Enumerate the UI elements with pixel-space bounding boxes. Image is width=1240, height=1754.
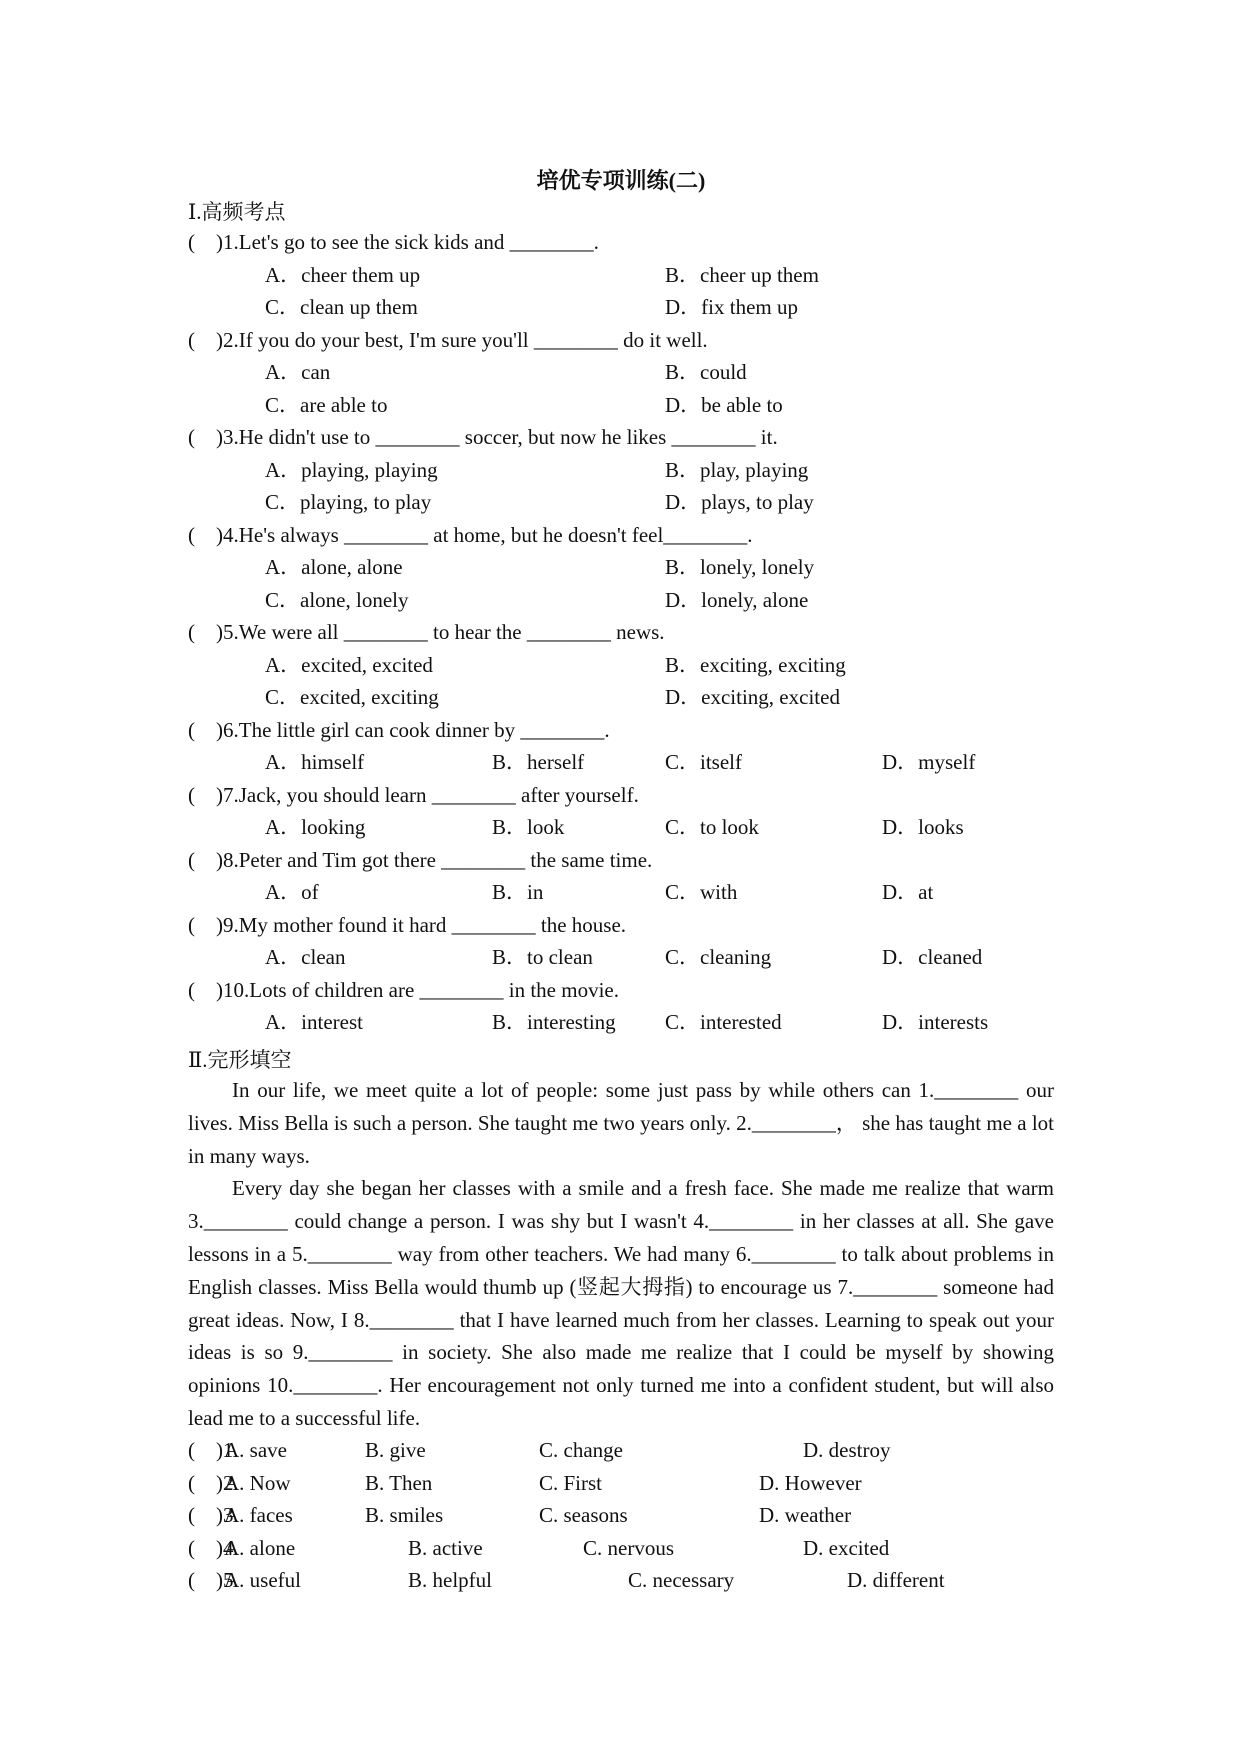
question-stem: The little girl can cook dinner by ________. — [238, 717, 610, 742]
question-7 — [188, 779, 639, 812]
options-row — [188, 356, 1054, 389]
cloze-option-b[interactable]: B. active — [408, 1535, 483, 1560]
section1-heading: Ⅰ.高频考点 — [188, 200, 286, 224]
options-row — [188, 551, 1054, 584]
question-stem: If you do your best, I'm sure you'll ________ do it well. — [238, 327, 708, 352]
question-5 — [188, 616, 665, 649]
question-9 — [188, 909, 626, 942]
option-c[interactable]: C．cleaning — [665, 945, 772, 969]
option-b[interactable]: B．exciting, exciting — [665, 652, 846, 677]
cloze-option-d[interactable]: D. weather — [759, 1503, 852, 1527]
cloze-choice-5 — [188, 1564, 1054, 1597]
question-stem: Jack, you should learn ________ after yourself. — [238, 782, 639, 807]
question-number: ( )10. — [188, 977, 250, 1002]
option-c[interactable]: C．clean up them — [265, 295, 418, 319]
options-row — [188, 389, 1054, 422]
option-c[interactable]: C．playing, to play — [265, 490, 432, 514]
question-number: ( )8. — [188, 847, 239, 872]
cloze-paragraph-1: In our life, we meet quite a lot of people: some just pass by while others can 1.________ our lives. Miss Bella is such a person. She taught me two years only. 2.________， she has taught me a lot in many ways. — [188, 1078, 1054, 1168]
question-3 — [188, 421, 778, 454]
option-a[interactable]: A．can — [265, 360, 331, 384]
cloze-choice-1 — [188, 1434, 1054, 1467]
options-row — [188, 259, 1054, 292]
question-number: ( )2. — [188, 327, 239, 352]
page-title: 培优专项训练(二) — [536, 168, 706, 193]
question-stem: He didn't use to ________ soccer, but now he likes ________ it. — [238, 425, 778, 449]
cloze-choice-3 — [188, 1499, 1054, 1532]
option-c[interactable]: C．with — [665, 880, 738, 904]
question-6 — [188, 714, 610, 747]
options-row — [188, 649, 1054, 682]
cloze-passage — [188, 1074, 1054, 1435]
option-a[interactable]: A．looking — [265, 815, 366, 839]
options-row — [188, 1006, 1054, 1039]
options-row — [188, 941, 1054, 974]
option-b[interactable]: B．look — [492, 815, 565, 839]
question-10 — [188, 974, 619, 1007]
cloze-option-c[interactable]: C. seasons — [539, 1503, 628, 1527]
cloze-option-b[interactable]: B. helpful — [408, 1568, 492, 1592]
options-row — [188, 486, 1054, 519]
option-d[interactable]: D．fix them up — [665, 295, 798, 319]
option-b[interactable]: B．could — [665, 360, 747, 384]
options-row — [188, 681, 1054, 714]
cloze-number: ( )2. — [188, 1470, 239, 1495]
option-a[interactable]: A．alone, alone — [265, 555, 403, 579]
question-number: ( )7. — [188, 782, 239, 807]
option-a[interactable]: A．himself — [265, 750, 365, 774]
question-number: ( )6. — [188, 717, 239, 742]
question-number: ( )1. — [188, 230, 239, 254]
option-a[interactable]: A．excited, excited — [265, 652, 433, 677]
option-a[interactable]: A．playing, playing — [265, 457, 438, 482]
option-d[interactable]: D．cleaned — [882, 945, 983, 969]
option-d[interactable]: D．at — [882, 880, 934, 904]
options-row — [188, 454, 1054, 487]
cloze-option-c[interactable]: C. change — [539, 1438, 623, 1462]
options-row — [188, 746, 1054, 779]
cloze-option-a[interactable]: A. faces — [224, 1503, 293, 1527]
cloze-choice-4 — [188, 1532, 1054, 1565]
cloze-paragraph-2: Every day she began her classes with a smile and a fresh face. She made me realize that warm 3.________ could change a person. I was shy but I wasn't 4.________ in her classes at all. She gave lessons in a 5.________ way from other teachers. We had many 6.________ to talk about problems in English classes. Miss Bella would thumb up (竖起大拇指) to encourage us 7.________ someone had great ideas. Now, I 8.________ that I have learned much from her classes. Learning to speak out your ideas is so 9.________ in society. She also made me realize that I could be myself by showing opinions 10.________. Her encouragement not only turned me into a confident student, but will also lead me to a successful life. — [188, 1176, 1054, 1430]
cloze-option-b[interactable]: B. give — [365, 1438, 426, 1462]
question-1 — [188, 226, 599, 259]
options-row — [188, 876, 1054, 909]
option-a[interactable]: A．of — [265, 880, 319, 904]
cloze-number: ( )3. — [188, 1503, 239, 1527]
cloze-option-a[interactable]: A. save — [224, 1438, 287, 1462]
option-d[interactable]: D．looks — [882, 815, 964, 839]
question-number: ( )3. — [188, 425, 239, 449]
option-c[interactable]: C．alone, lonely — [265, 587, 409, 612]
question-number: ( )5. — [188, 620, 239, 644]
cloze-option-b[interactable]: B. Then — [365, 1470, 433, 1495]
option-b[interactable]: B．in — [492, 880, 544, 904]
question-stem: Lots of children are ________ in the movie. — [249, 977, 619, 1002]
option-d[interactable]: D．lonely, alone — [665, 587, 809, 612]
option-b[interactable]: B．to clean — [492, 945, 593, 969]
option-a[interactable]: A．clean — [265, 945, 346, 969]
question-number: ( )9. — [188, 912, 239, 937]
cloze-choice-2 — [188, 1467, 1054, 1500]
question-stem: We were all ________ to hear the ________ news. — [238, 620, 665, 644]
question-stem: My mother found it hard ________ the house. — [238, 912, 627, 937]
question-2 — [188, 324, 708, 357]
cloze-number: ( )1. — [188, 1438, 239, 1462]
option-a[interactable]: A．cheer them up — [265, 262, 421, 287]
cloze-number: ( )4. — [188, 1535, 239, 1560]
question-stem: He's always ________ at home, but he doesn't feel________. — [238, 522, 753, 547]
option-c[interactable]: C．are able to — [265, 392, 388, 417]
option-b[interactable]: B．herself — [492, 750, 585, 774]
cloze-option-a[interactable]: A. alone — [224, 1535, 296, 1560]
option-d[interactable]: D．myself — [882, 750, 976, 774]
option-b[interactable]: B．lonely, lonely — [665, 555, 815, 579]
option-b[interactable]: B．play, playing — [665, 457, 809, 482]
cloze-option-c[interactable]: C. necessary — [628, 1568, 735, 1592]
options-row — [188, 584, 1054, 617]
cloze-option-d[interactable]: D. excited — [803, 1535, 890, 1560]
option-d[interactable]: D．interests — [882, 1010, 989, 1034]
option-c[interactable]: C．itself — [665, 750, 742, 774]
option-c[interactable]: C．interested — [665, 1010, 782, 1034]
cloze-option-d[interactable]: D. destroy — [803, 1438, 891, 1462]
option-d[interactable]: D．exciting, excited — [665, 685, 840, 709]
cloze-number: ( )5. — [188, 1568, 239, 1592]
question-4 — [188, 519, 753, 552]
cloze-option-a[interactable]: A. useful — [224, 1568, 301, 1592]
options-row — [188, 811, 1054, 844]
option-a[interactable]: A．interest — [265, 1010, 363, 1034]
option-b[interactable]: B．interesting — [492, 1010, 616, 1034]
section2-heading: Ⅱ.完形填空 — [188, 1048, 292, 1072]
question-8 — [188, 844, 652, 877]
option-d[interactable]: D．plays, to play — [665, 490, 814, 514]
cloze-option-c[interactable]: C. First — [539, 1470, 603, 1495]
option-c[interactable]: C．to look — [665, 815, 759, 839]
option-d[interactable]: D．be able to — [665, 392, 783, 417]
question-stem: Let's go to see the sick kids and ________. — [238, 230, 599, 254]
cloze-option-d[interactable]: D. different — [847, 1568, 945, 1592]
cloze-option-d[interactable]: D. However — [759, 1470, 862, 1495]
question-number: ( )4. — [188, 522, 239, 547]
options-row — [188, 291, 1054, 324]
cloze-option-a[interactable]: A. Now — [224, 1470, 291, 1495]
cloze-option-c[interactable]: C. nervous — [583, 1535, 674, 1560]
option-c[interactable]: C．excited, exciting — [265, 685, 439, 709]
option-b[interactable]: B．cheer up them — [665, 262, 819, 287]
cloze-option-b[interactable]: B. smiles — [365, 1503, 444, 1527]
question-stem: Peter and Tim got there ________ the same time. — [238, 847, 653, 872]
